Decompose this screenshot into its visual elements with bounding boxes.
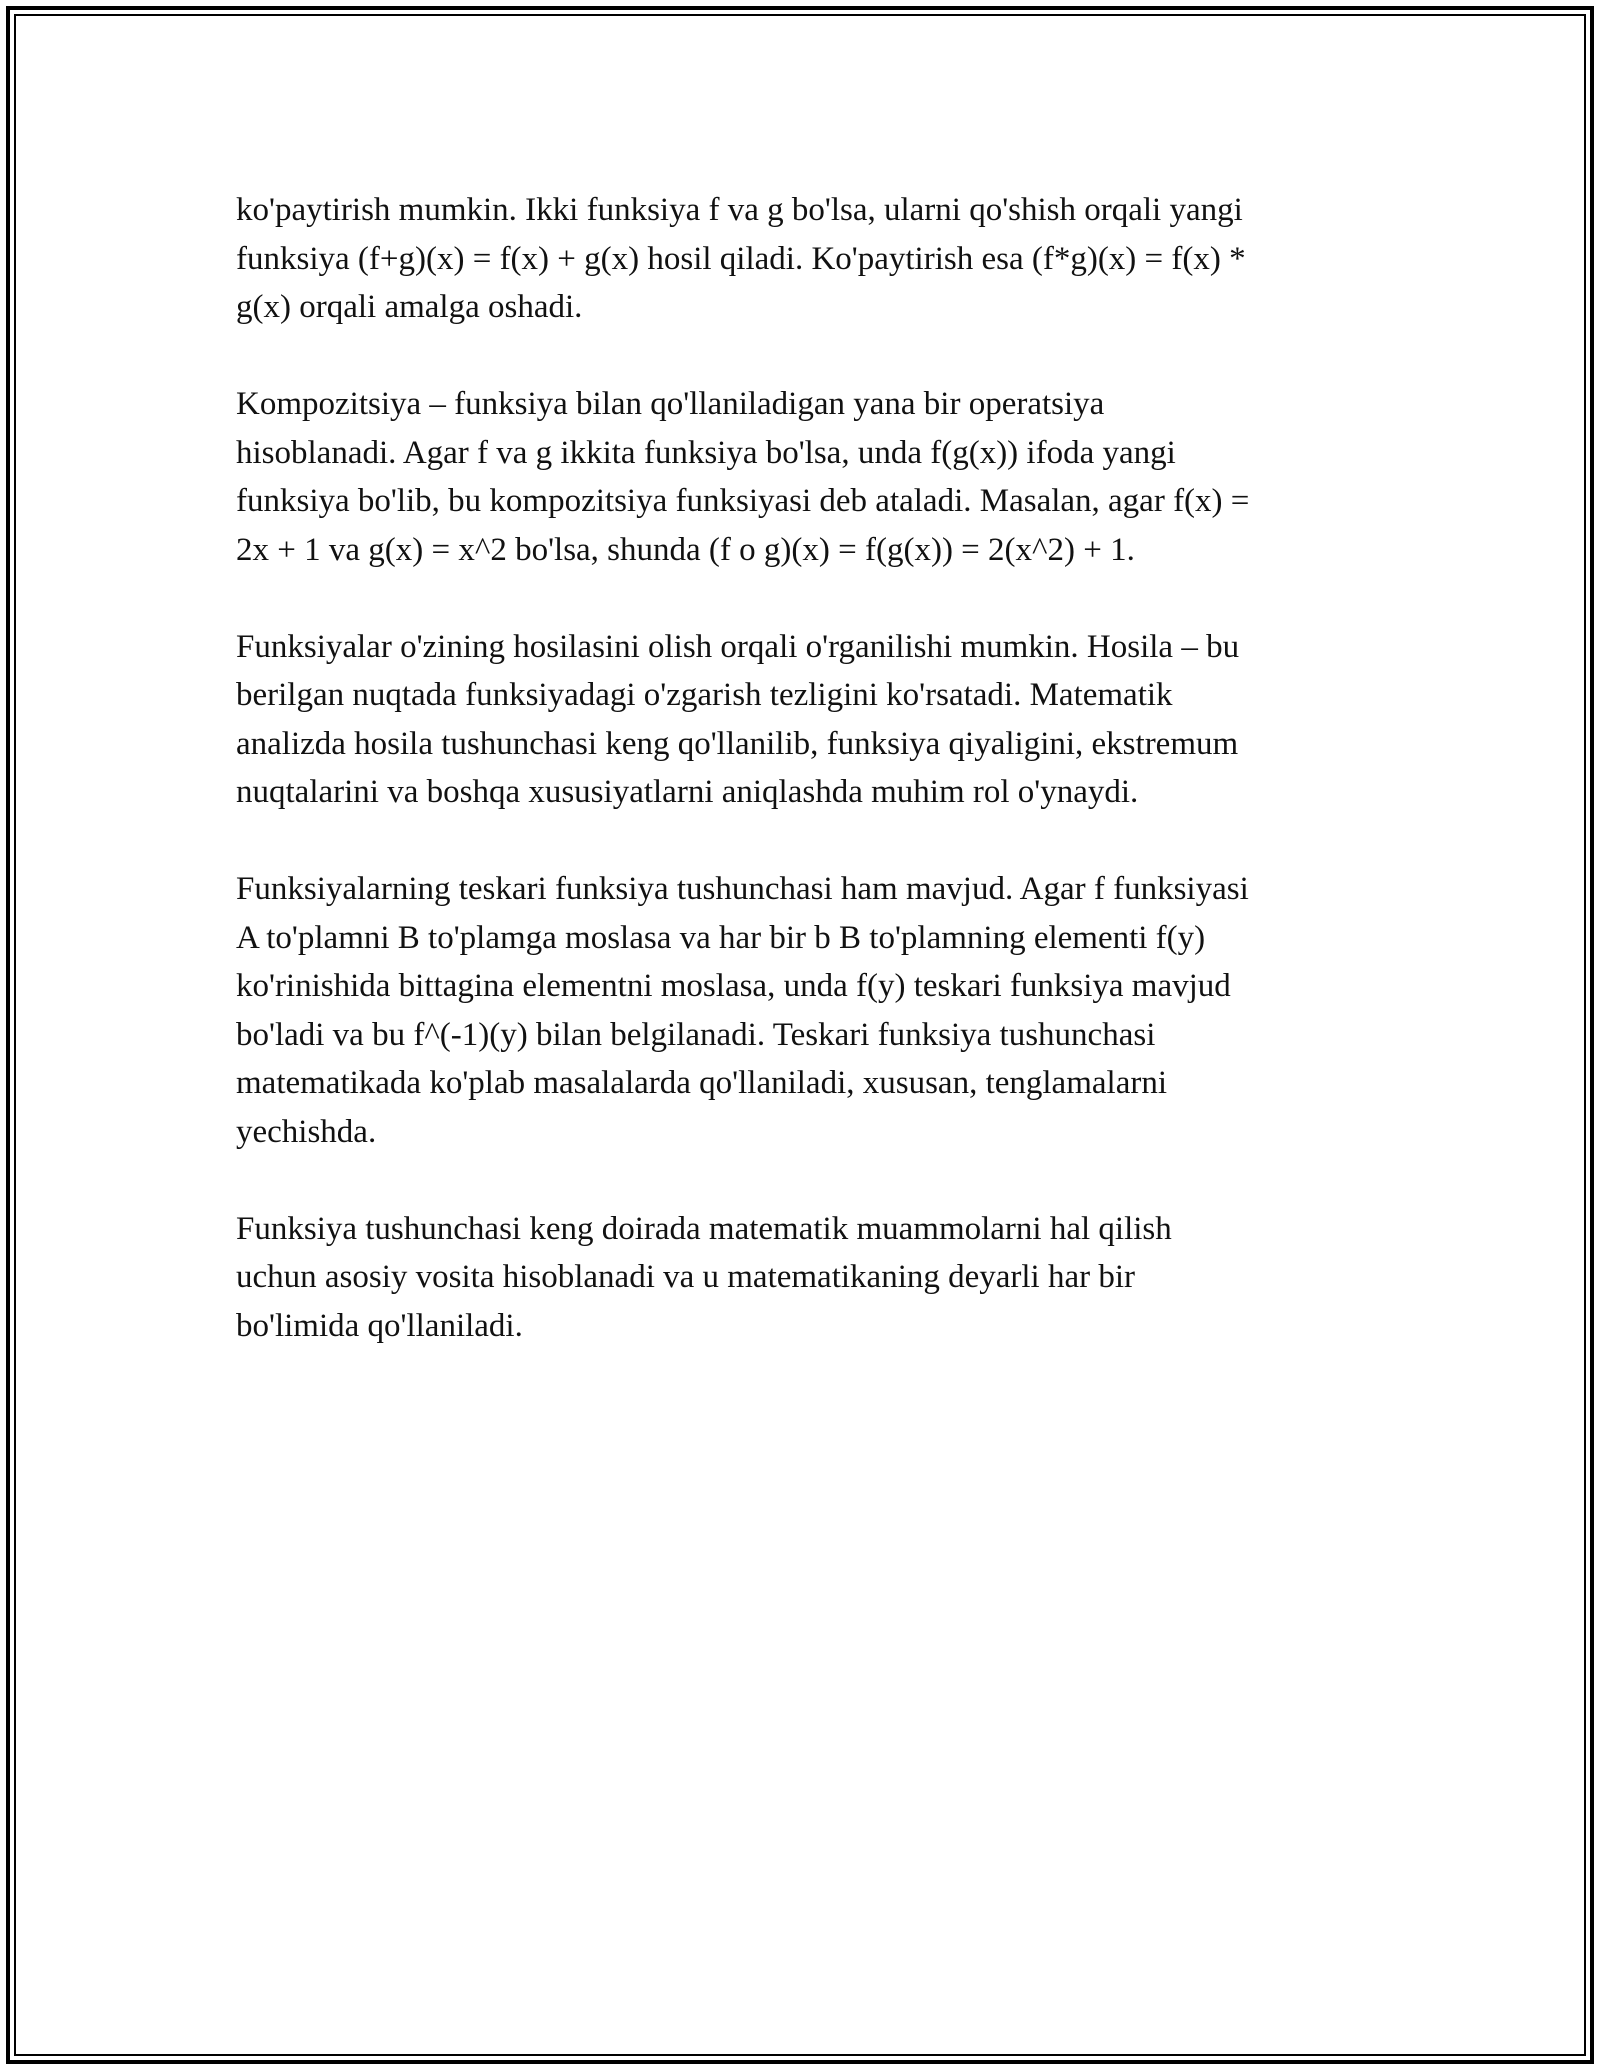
text-line: Kompozitsiya – funksiya bilan qo'llaniladigan yana bir operatsiya	[236, 386, 1105, 422]
text-line: yechishda.	[236, 1113, 377, 1150]
text-line: bo'ladi va bu f^(-1)(y) bilan belgilanadi. Teskari funksiya tushunchasi	[236, 1016, 1156, 1053]
text-line: g(x) orqali amalga oshadi.	[236, 289, 583, 325]
text-line: A to'plamni B to'plamga moslasa va har bir b B to'plamning elementi f(y)	[236, 919, 1206, 956]
paragraph-1	[236, 186, 1366, 332]
text-line: nuqtalarini va boshqa xususiyatlarni aniqlashda muhim rol o'ynaydi.	[236, 774, 1139, 810]
paragraph-4	[236, 865, 1366, 1156]
text-line: funksiya (f+g)(x) = f(x) + g(x) hosil qiladi. Ko'paytirish esa (f*g)(x) = f(x) *	[236, 240, 1246, 277]
text-line: bo'limida qo'llaniladi.	[236, 1307, 523, 1344]
text-line: ko'paytirish mumkin. Ikki funksiya f va g bo'lsa, ularni qo'shish orqali yangi	[236, 192, 1243, 228]
text-line: 2x + 1 va g(x) = x^2 bo'lsa, shunda (f o g)(x) = f(g(x)) = 2(x^2) + 1.	[236, 531, 1135, 568]
text-line: Funksiyalarning teskari funksiya tushunchasi ham mavjud. Agar f funksiyasi	[236, 871, 1249, 907]
text-line: ko'rinishida bittagina elementni moslasa, unda f(y) teskari funksiya mavjud	[236, 968, 1231, 1004]
text-line: berilgan nuqtada funksiyadagi o'zgarish tezligini ko'rsatadi. Matematik	[236, 677, 1173, 713]
paragraph-5	[236, 1205, 1366, 1351]
text-line: analizda hosila tushunchasi keng qo'llanilib, funksiya qiyaligini, ekstremum	[236, 725, 1239, 762]
text-line: funksiya bo'lib, bu kompozitsiya funksiyasi deb ataladi. Masalan, agar f(x) =	[236, 483, 1250, 519]
text-line: Funksiya tushunchasi keng doirada matematik muammolarni hal qilish	[236, 1210, 1172, 1247]
text-line: matematikada ko'plab masalalarda qo'llaniladi, xususan, tenglamalarni	[236, 1065, 1167, 1101]
paragraph-2	[236, 380, 1366, 574]
text-line: Funksiyalar o'zining hosilasini olish orqali o'rganilishi mumkin. Hosila – bu	[236, 628, 1240, 665]
document-body	[236, 186, 1366, 1399]
paragraph-3	[236, 623, 1366, 817]
text-line: uchun asosiy vosita hisoblanadi va u matematikaning deyarli har bir	[236, 1259, 1136, 1295]
text-line: hisoblanadi. Agar f va g ikkita funksiya bo'lsa, unda f(g(x)) ifoda yangi	[236, 434, 1176, 471]
